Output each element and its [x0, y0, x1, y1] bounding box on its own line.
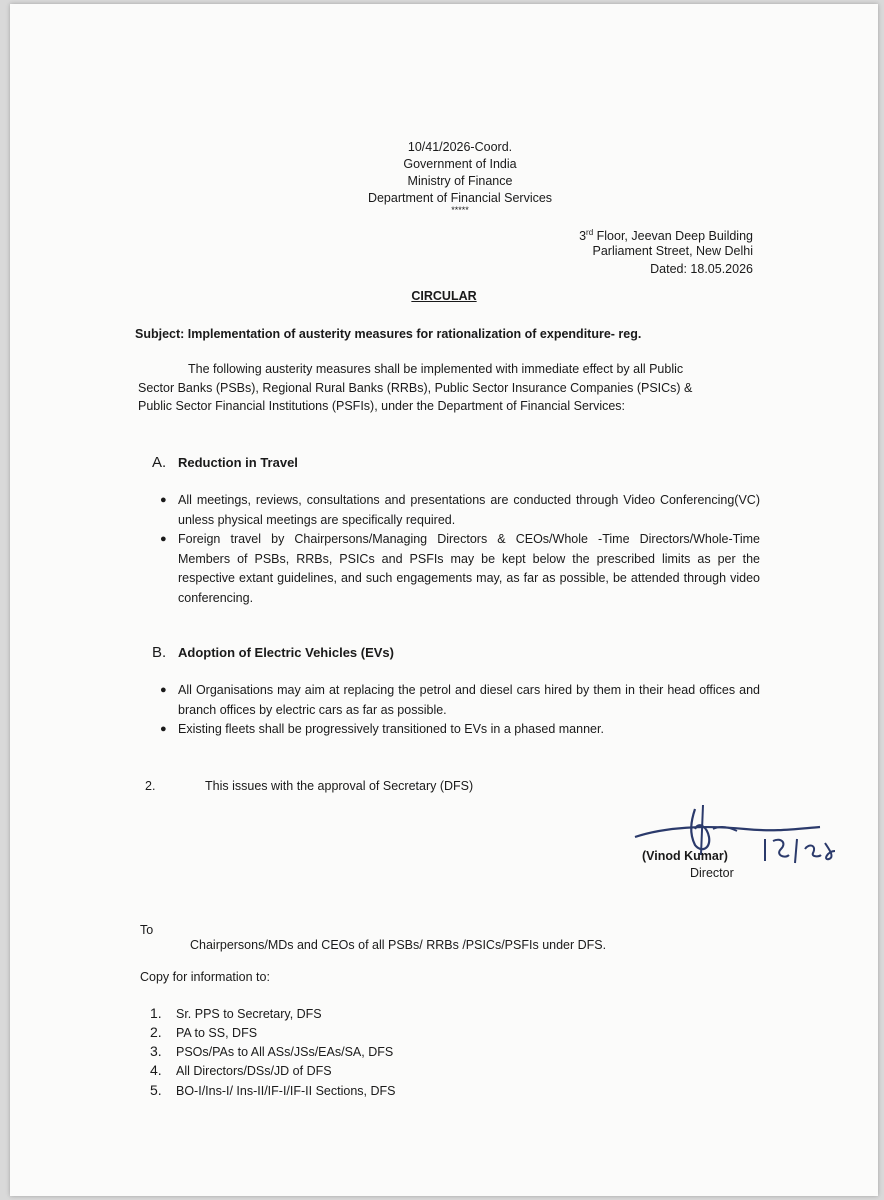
section-b-heading	[152, 644, 394, 661]
section-a-heading	[152, 454, 298, 471]
section-title: Adoption of Electric Vehicles (EVs)	[178, 645, 394, 660]
copy-list-item: 4. All Directors/DSs/JD of DFS	[150, 1062, 332, 1078]
to-label: To	[140, 923, 154, 937]
ministry-line: Ministry of Finance	[407, 174, 513, 188]
section-letter: B.	[152, 644, 167, 661]
file-reference: 10/41/2026-Coord.	[407, 140, 513, 154]
floor-rest: Floor, Jeevan Deep Building	[593, 229, 753, 244]
bullet-icon: ●	[160, 723, 167, 735]
document-page	[10, 4, 878, 1196]
section-a-bullet-1: ● All meetings, reviews, consultations and presentations are conducted through Video Conferencing(VC) unless physical meetings are specifically required.	[160, 493, 760, 527]
intro-line: The following austerity measures shall be implemented with immediate effect by all Public	[188, 362, 684, 376]
section-title: Reduction in Travel	[178, 455, 298, 470]
address-street: Parliament Street, New Delhi	[592, 244, 753, 258]
section-letter: A.	[152, 454, 167, 471]
bullet-icon: ●	[160, 533, 167, 545]
intro-line: Sector Banks (PSBs), Regional Rural Banks (RRBs), Public Sector Insurance Companies (PSICs) &	[138, 380, 693, 395]
floor-superscript: rd	[586, 228, 594, 237]
section-b-bullet-1: ● All Organisations may aim at replacing the petrol and diesel cars hired by them in their head offices and branch offices by electric cars as far as possible.	[160, 683, 760, 717]
document-title: CIRCULAR	[411, 289, 477, 303]
to-recipients: Chairpersons/MDs and CEOs of all PSBs/ RRBs /PSICs/PSFIs under DFS.	[190, 938, 607, 952]
copy-list-item: 5. BO-I/Ins-I/ Ins-II/IF-I/IF-II Sections, DFS	[150, 1082, 396, 1098]
paragraph-2-text: This issues with the approval of Secretary (DFS)	[205, 779, 474, 793]
government-line: Government of India	[403, 157, 517, 171]
handwritten-signature	[625, 799, 855, 884]
department-line: Department of Financial Services	[367, 191, 553, 205]
bullet-icon: ●	[160, 684, 167, 696]
intro-paragraph	[138, 360, 738, 416]
paragraph-2-number: 2.	[145, 779, 156, 793]
copy-list-item: 1. Sr. PPS to Secretary, DFS	[150, 1005, 322, 1021]
copy-label: Copy for information to:	[140, 970, 270, 984]
bullet-icon: ●	[160, 494, 167, 506]
signatory-designation: Director	[690, 866, 734, 880]
copy-list-item: 2. PA to SS, DFS	[150, 1024, 258, 1040]
section-a-bullet-2: ● Foreign travel by Chairpersons/Managing Directors & CEOs/Whole -Time Directors/Whole-Time Members of PSBs, RRBs, PSICs and PSFIs may be kept below the prescribed limits as per the respective extant guidelines, and such engagements may, as far as possible, be attended through video conferencing.	[160, 532, 760, 605]
floor-number: 3	[579, 229, 587, 244]
stars-separator: *****	[451, 205, 469, 215]
dated-line: Dated: 18.05.2026	[650, 262, 753, 276]
intro-line: Public Sector Financial Institutions (PSFIs), under the Department of Financial Services:	[138, 399, 626, 413]
subject-line: Subject: Implementation of austerity measures for rationalization of expenditure- reg.	[135, 327, 642, 341]
copy-list-item: 3. PSOs/PAs to All ASs/JSs/EAs/SA, DFS	[150, 1043, 394, 1059]
section-b-bullet-2: ● Existing fleets shall be progressively transitioned to EVs in a phased manner.	[160, 720, 760, 740]
signatory-name: (Vinod Kumar)	[642, 849, 728, 863]
